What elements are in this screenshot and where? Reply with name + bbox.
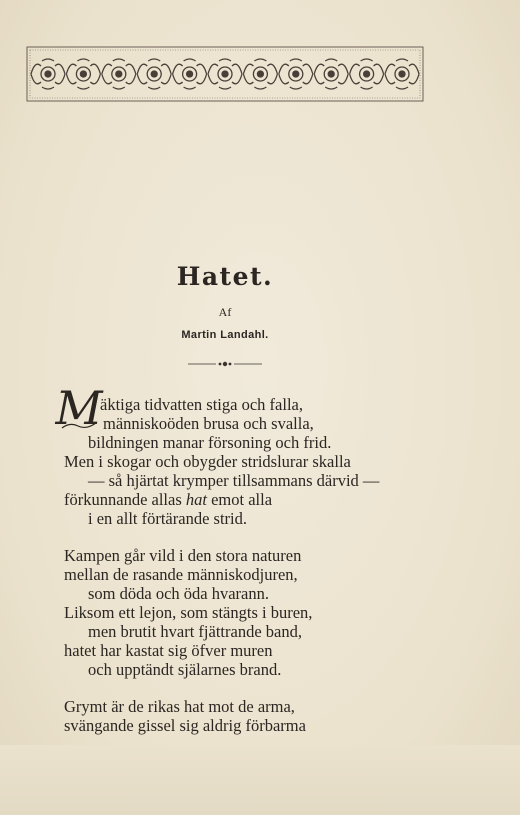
ornament-motif xyxy=(66,59,100,89)
stanza1-line-1: äktiga tidvatten stiga och falla, xyxy=(100,395,303,414)
ornament-motif xyxy=(385,59,419,89)
stanza1-line-5: — så hjärtat krymper tillsammans därvid — xyxy=(88,471,380,490)
decorated-initial-m xyxy=(55,381,103,435)
ornament-motif xyxy=(102,59,136,89)
ornament-motif xyxy=(173,59,207,89)
ornament-motif xyxy=(208,59,242,89)
ornament-motif xyxy=(243,59,277,89)
line6-text-b: emot alla xyxy=(211,490,273,509)
stanza2-line-2: mellan de rasande människodjuren, xyxy=(64,565,298,584)
header-ornament xyxy=(26,46,424,102)
stanza2-line-6: hatet har kastat sig öfver muren xyxy=(64,641,273,660)
line6-text-a: förkunnande allas xyxy=(64,490,182,509)
stanza2-line-1: Kampen går vild i den stora naturen xyxy=(64,546,302,565)
stanza1-line-7: i en allt förtärande strid. xyxy=(88,509,247,528)
page-bottom-shade xyxy=(0,745,520,815)
ornament-motif xyxy=(350,59,384,89)
author-name: Martin Landahl. xyxy=(181,329,269,341)
initial-letter: M xyxy=(55,381,103,435)
byline-prefix: Af xyxy=(218,305,232,319)
stanza2-line-3: som döda och öda hvarann. xyxy=(88,584,269,603)
stanza2-line-4: Liksom ett lejon, som stängts i buren, xyxy=(64,603,313,622)
ornament-motif xyxy=(279,59,313,89)
ornament-motif xyxy=(31,59,65,89)
ornamental-divider xyxy=(188,359,262,369)
stanza1-line-4: Men i skogar och obygder stridslurar skalla xyxy=(64,452,351,471)
stanza1-line-3: bildningen manar försoning och frid. xyxy=(88,433,332,452)
ornament-motif xyxy=(137,59,171,89)
stanza1-line-2: människoöden brusa och svalla, xyxy=(103,414,314,433)
poem-title: Hatet. xyxy=(176,262,274,291)
stanza2-line-7: och upptändt själarnes brand. xyxy=(88,660,282,679)
stanza3-line-2: svängande gissel sig aldrig förbarma xyxy=(64,716,306,735)
stanza2-line-5: men brutit hvart fjättrande band, xyxy=(88,622,302,641)
stanza3-line-1: Grymt är de rikas hat mot de arma, xyxy=(64,697,295,716)
line6-emphasis: hat xyxy=(185,490,207,509)
ornament-motif xyxy=(314,59,348,89)
stanza1-line-6 xyxy=(64,490,272,509)
